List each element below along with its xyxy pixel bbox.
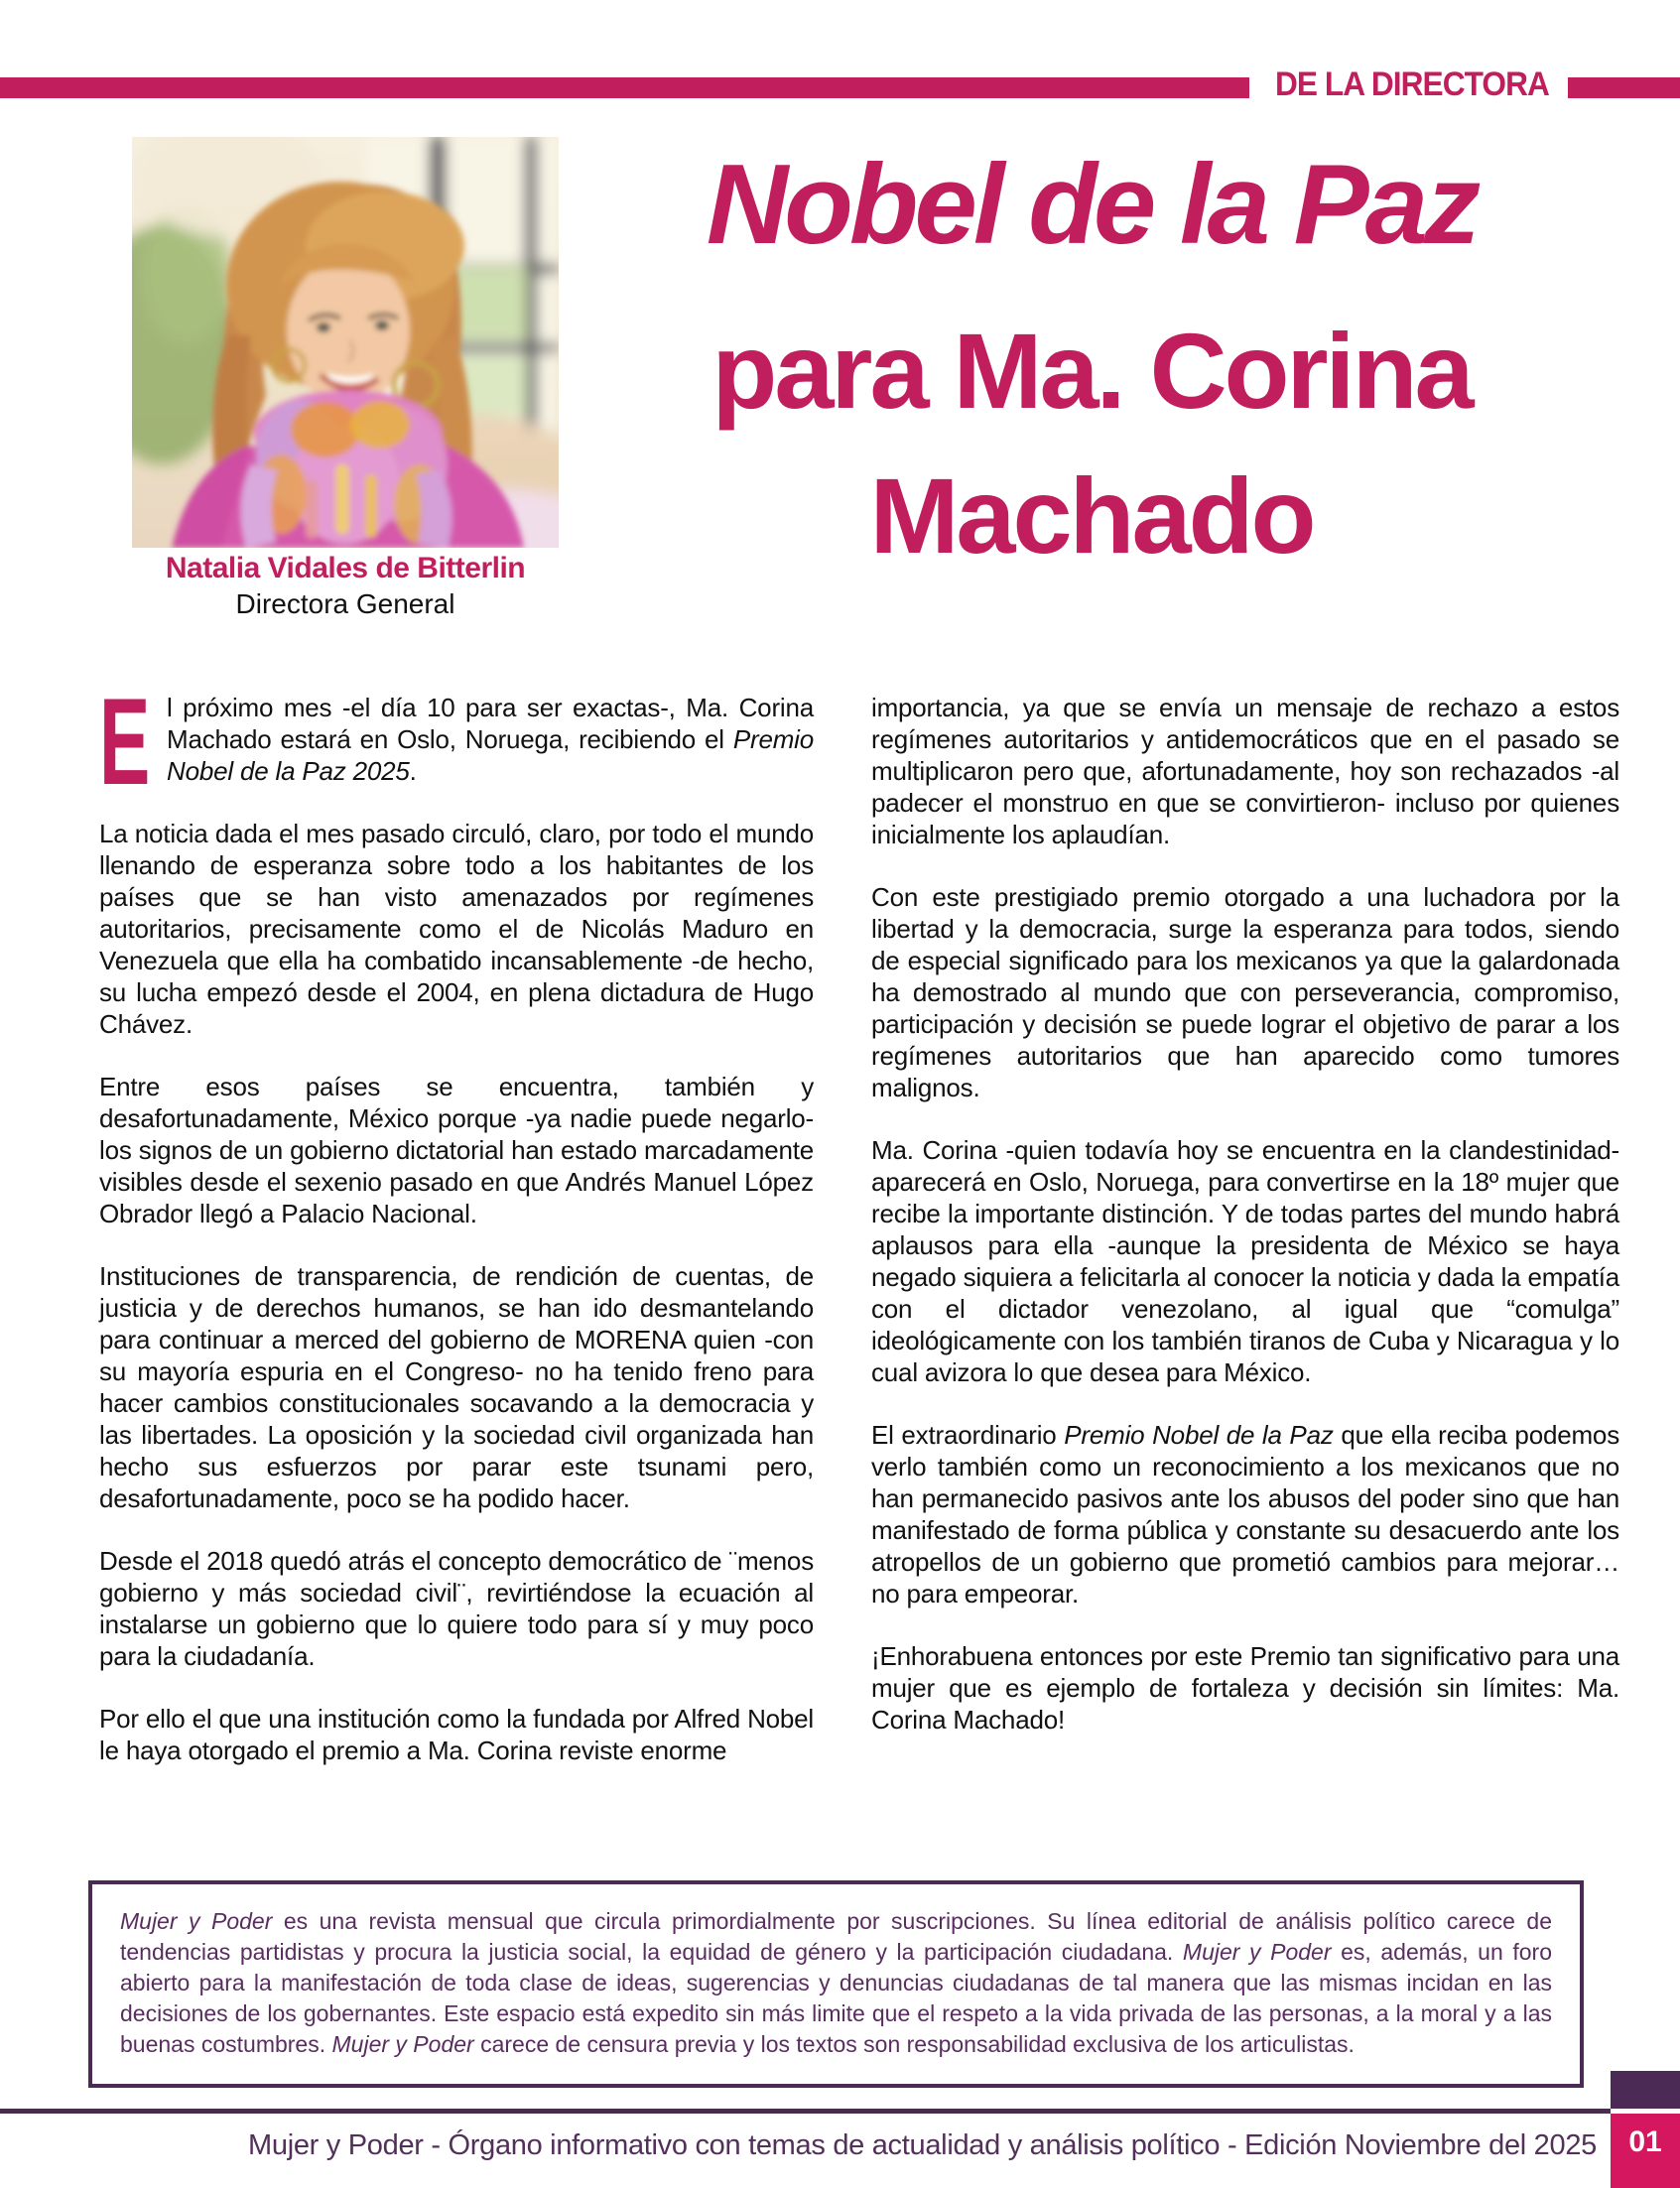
paragraph: Ma. Corina -quien todavía hoy se encuentra en la clandestinidad- aparecerá en Oslo, Noruega, para convertirse en la 18º mujer que recibe la importante distinción. Y de todas partes del mundo habrá aplausos para ella -aunque la presidenta de México se haya negado siquiera a felicitarla al conocer la noticia y dada la empatía con el dictador venezolano, al igual que “comulga” ideológicamente con los también tiranos de Cuba y Nicaragua y lo cual avizora lo que desea para México. [871,1135,1619,1387]
paragraph: Con este prestigiado premio otorgado a una luchadora por la libertad y la democracia, surge la esperanza para todos, siendo de especial significado para los mexicanos ya que la galardonada ha demostrado al mundo que con perseverancia, compromiso, participación y decisión se puede lograr el objetivo de parar a los regímenes autoritarios que han aparecido como tumores malignos. [871,882,1619,1102]
paragraph: El extraordinario Premio Nobel de la Paz que ella reciba podemos verlo también como un reconocimiento a los mexicanos que no han permanecido pasivos ante los abusos del poder sino que han manifestado de forma pública y constante su desacuerdo ante los atropellos de un gobierno que prometió cambios para mejorar… no para empeorar. [871,1420,1619,1609]
article-title-line2: para Ma. Corina [711,311,1472,431]
article-title [548,142,1635,576]
paragraph: Entre esos países se encuentra, también y desafortunadamente, México porque -ya nadie puede negarlo- los signos de un gobierno dictatorial han estado marcadamente visibles desde el sexenio pasado en que Andrés Manuel López Obrador llegó a Palacio Nacional. [99,1072,814,1228]
paragraph: importancia, ya que se envía un mensaje de rechazo a estos regímenes autoritarios y antidemocráticos que en el pasado se multiplicaron pero que, afortunadamente, hoy son rechazados -al padecer el monstruo en que se convirtieron- incluso por quienes inicialmente los aplaudían. [871,693,1619,849]
header-band-left [0,77,1249,98]
lead-paragraph [99,674,814,811]
paragraph: La noticia dada el mes pasado circuló, claro, por todo el mundo llenando de esperanza sobre todo a los habitantes de los países que se han visto amenazados por regímenes autoritarios, precisamente como el de Nicolás Maduro en Venezuela que ella ha combatido incansablemente -de hecho, su lucha empezó desde el 2004, en plena dictadura de Hugo Chávez. [99,819,814,1039]
photo-caption-name: Natalia Vidales de Bitterlin [165,552,526,584]
photo-caption-role: Directora General [235,588,455,619]
page-number-badge: 01 [1611,2114,1680,2188]
drop-cap: E [99,674,151,811]
article-title-line1: Nobel de la Paz [706,142,1478,268]
portrait-photo [132,137,559,548]
paragraph: Desde el 2018 quedó atrás el concepto democrático de ¨menos gobierno y más sociedad civil¨, revirtiéndose la ecuación al instalarse un gobierno que lo quiere todo para sí y muy poco para la ciudadanía. [99,1546,814,1671]
section-label: DE LA DIRECTORA [1275,65,1549,103]
article-title-line3: Machado [869,455,1314,576]
paragraph: Por ello el que una institución como la fundada por Alfred Nobel le haya otorgado el premio a Ma. Corina reviste enorme [99,1704,814,1765]
paragraph: ¡Enhorabuena entonces por este Premio tan significativo para una mujer que es ejemplo de fortaleza y decisión sin límites: Ma. Corina Machado! [871,1641,1619,1735]
article-column-right [871,692,1619,1797]
footer-text: Mujer y Poder - Órgano informativo con temas de actualidad y análisis político - Edición Noviembre del 2025 [248,2129,1597,2161]
lead-paragraph-text: l próximo mes -el día 10 para ser exactas-, Ma. Corina Machado estará en Oslo, Noruega, recibiendo el Premio Nobel de la Paz 2025. [167,693,814,786]
footer-corner-purple-block [1611,2071,1680,2109]
article-column-left [99,674,814,1797]
paragraph: Instituciones de transparencia, de rendición de cuentas, de justicia y de derechos humanos, se han ido desmantelando para continuar a merced del gobierno de MORENA quien -con su mayoría espuria en el Congreso- no ha tenido freno para hacer cambios constitucionales socavando a la democracia y las libertades. La oposición y la sociedad civil organizada han hecho sus esfuerzos por parar este tsunami pero, desafortunadamente, poco se ha podido hacer. [99,1261,814,1513]
article-body [99,674,1619,1797]
editorial-note-box: Mujer y Poder es una revista mensual que circula primordialmente por suscripciones. Su línea editorial de análisis político carece de tendencias partidistas y procura la justicia social, la equidad de género y la participación ciudadana. Mujer y Poder es, además, un foro abierto para la manifestación de toda clase de ideas, sugerencias y denuncias ciudadanas de tal manera que las mismas incidan en las decisiones de los gobernantes. Este espacio está expedito sin más limite que el respeto a la vida privada de las personas, a la moral y a las buenas costumbres. Mujer y Poder carece de censura previa y los textos son responsabilidad exclusiva de los articulistas. [88,1880,1584,2088]
footer-rule [0,2109,1611,2114]
header-band-right [1568,77,1680,98]
